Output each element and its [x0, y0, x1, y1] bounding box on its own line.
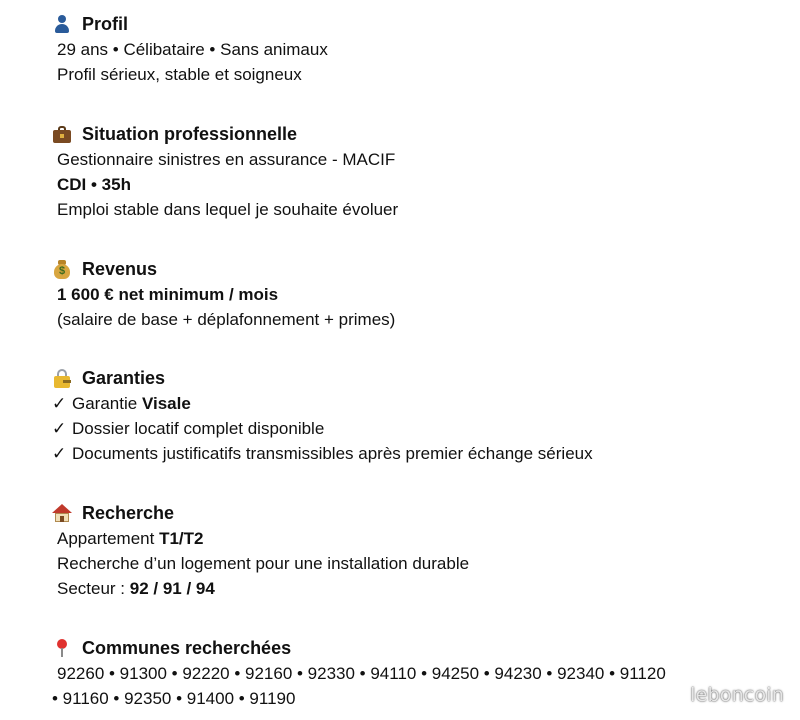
section-heading-revenus	[52, 257, 157, 281]
communes-line-1: 92260 • 91300 • 92220 • 92160 • 92330 • 94110 • 94250 • 94230 • 92340 • 91120	[57, 664, 666, 683]
revenus-line-2: (salaire de base + déplafonnement + primes)	[57, 310, 396, 329]
briefcase-icon	[52, 124, 72, 144]
recherche-line-2: Recherche d’un logement pour une installation durable	[57, 554, 470, 573]
garantie-item-2-text: Dossier locatif complet disponible	[72, 419, 325, 438]
leboncoin-watermark: leboncoin	[690, 684, 784, 706]
profil-line-2: Profil sérieux, stable et soigneux	[57, 65, 302, 84]
situation-line-3: Emploi stable dans lequel je souhaite évoluer	[57, 200, 399, 219]
check-icon: ✓	[52, 419, 67, 438]
recherche-line-1	[57, 527, 203, 551]
heading-text: Communes recherchées	[82, 638, 292, 658]
recherche-line-3-prefix: Secteur :	[57, 579, 130, 598]
recherche-line-3	[57, 577, 215, 601]
profil-line-1: 29 ans • Célibataire • Sans animaux	[57, 40, 328, 59]
heading-text: Revenus	[82, 259, 158, 279]
garantie-item-3-text: Documents justificatifs transmissibles après premier échange sérieux	[72, 444, 593, 463]
situation-line-1: Gestionnaire sinistres en assurance - MACIF	[57, 150, 396, 169]
heading-text: Garanties	[82, 368, 166, 388]
recherche-line-1-prefix: Appartement	[57, 529, 160, 548]
heading-text: Situation professionnelle	[82, 124, 298, 144]
heading-text: Recherche	[82, 503, 175, 523]
garantie-item-1	[52, 392, 191, 416]
house-icon	[52, 503, 72, 523]
garantie-item-2	[52, 417, 324, 441]
section-heading-communes	[52, 636, 291, 660]
person-icon	[52, 14, 72, 34]
garantie-item-3	[52, 442, 593, 466]
pin-icon	[52, 638, 72, 658]
check-icon: ✓	[52, 444, 67, 463]
situation-line-2: CDI • 35h	[57, 175, 131, 194]
heading-text: Profil	[82, 14, 129, 34]
revenus-line-1: 1 600 € net minimum / mois	[57, 285, 279, 304]
section-heading-situation	[52, 122, 297, 146]
lock-key-icon	[52, 368, 72, 388]
check-icon: ✓	[52, 394, 67, 413]
section-heading-recherche	[52, 501, 174, 525]
recherche-line-1-bold: T1/T2	[159, 529, 204, 548]
garantie-item-1-prefix: Garantie	[72, 394, 142, 413]
garantie-item-1-bold: Visale	[141, 394, 191, 413]
section-heading-profil	[52, 12, 128, 36]
section-heading-garanties	[52, 366, 165, 390]
recherche-line-3-bold: 92 / 91 / 94	[129, 579, 215, 598]
money-bag-icon: $	[52, 259, 72, 279]
communes-line-2: • 91160 • 92350 • 91400 • 91190	[52, 689, 296, 708]
